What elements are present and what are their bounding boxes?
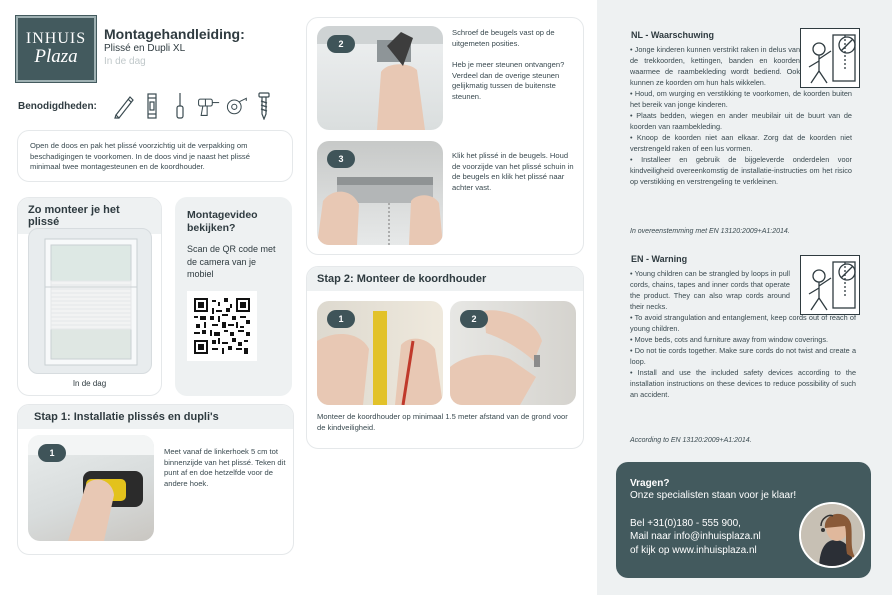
step2-photo-2 — [450, 301, 576, 405]
step1-text-3: Klik het plissé in de beugels. Houd de voorzijde van het plissé schuin in de beugels en klik het plissé naar achter vast. — [452, 151, 574, 192]
warning-nl-item: • Jonge kinderen kunnen verstrikt raken in delus van de trekkoorden, kettingen, banden en koorden waarmee de raambekleding wordt bediend. Ook kunnen ze koorden om hun hals wikkelen. — [630, 45, 800, 87]
contact-website[interactable]: of kijk op www.inhuisplaza.nl — [630, 544, 757, 556]
step2-text: Monteer de koordhouder op minimaal 1.5 meter afstand van de grond voor de kindveiligheid. — [317, 412, 568, 432]
step1-text-2b: Heb je meer steunen ontvangen? Verdeel dan de overige steunen gelijkmatig tussen de buitenste steunen. — [452, 60, 565, 101]
mount-variant: In de dag — [104, 56, 146, 67]
warning-en-title: EN - Warning — [631, 254, 688, 264]
step2-card — [306, 266, 584, 449]
warning-nl-item: • Plaats bedden, wiegen en ander meubilair uit de buurt van de koorden van raambekleding. — [630, 111, 852, 131]
step1-text-1: Meet vanaf de linkerhoek 5 cm tot binnenzijde van het plissé. Teken dit punt af en doe hetzelfde voor de andere hoek. — [164, 447, 286, 488]
logo-line-2: Plaza — [34, 46, 78, 67]
step1-title: Stap 1: Installatie plissés en dupli's — [18, 405, 293, 429]
warning-nl-footer: In overeenstemming met EN 13120:2009+A1:2014. — [630, 228, 790, 235]
step2-badge-2: 2 — [460, 310, 488, 328]
drill-icon — [196, 92, 220, 120]
how-to-title: Zo monteer je het plissé — [18, 198, 161, 234]
level-icon — [140, 92, 164, 120]
step1-card — [17, 404, 294, 555]
step1-photo-3 — [317, 141, 443, 245]
contact-subtitle: Onze specialisten staan voor je klaar! — [630, 490, 797, 501]
video-card — [175, 197, 292, 396]
warning-en-item: • Move beds, cots and furniture away from window coverings. — [630, 335, 829, 344]
contact-card — [616, 462, 871, 578]
warning-nl-item: • Installeer en gebruik de bijgeleverde onderdelen voor kindveiligheid overeenkomstig de installatie-instructies om het risico op verstikking en verstrengeling te verkleinen. — [630, 155, 852, 186]
warning-en-item: • Install and use the included safety devices according to the installation instructions on these devices to reduce possibility of such an accident. — [630, 368, 856, 399]
screwdriver-icon — [168, 92, 192, 120]
warning-en-item: • To avoid strangulation and entanglement, keep cords out of reach of young children. — [630, 313, 856, 333]
contact-phone[interactable]: Bel +31(0)180 - 555 900, — [630, 517, 741, 529]
product-subtitle: Plissé en Dupli XL — [104, 43, 186, 54]
contact-email[interactable]: Mail naar info@inhuisplaza.nl — [630, 531, 761, 542]
warning-en-footer: According to EN 13120:2009+A1:2014. — [630, 437, 752, 444]
warning-nl-item: • Houd, om wurging en verstikking te voorkomen, de koorden buiten het bereik van jonge kinderen. — [630, 89, 852, 109]
step1-badge-2: 2 — [327, 35, 355, 53]
how-to-caption: In de dag — [72, 379, 107, 388]
step2-photo-1 — [317, 301, 443, 405]
screw-icon — [252, 92, 276, 120]
logo-line-1: INHUIS — [25, 30, 87, 47]
step1-badge-3: 3 — [327, 150, 355, 168]
brand-logo — [16, 16, 96, 82]
step1-text-2: Schroef de beugels vast op de uitgemeten posities. — [452, 28, 555, 48]
qr-code[interactable] — [187, 291, 257, 361]
pencil-icon — [112, 92, 136, 120]
step2-title: Stap 2: Monteer de koordhouder — [307, 267, 583, 291]
warning-en-item: • Do not tie cords together. Make sure cords do not twist and create a loop. — [630, 346, 856, 366]
step2-badge-1: 1 — [327, 310, 355, 328]
contact-question: Vragen? — [630, 478, 670, 489]
page-title: Montagehandleiding: — [104, 26, 245, 42]
warning-nl-title: NL - Waarschuwing — [631, 30, 715, 40]
video-title: Montagevideo bekijken? — [187, 209, 258, 234]
tools-label: Benodigdheden: — [18, 101, 97, 112]
intro-text: Open de doos en pak het plissé voorzichtig uit de verpakking om beschadigingen te voorkomen. In de doos vind je naast het plissé minimaal twee montagesteunen en de koordhouder. — [17, 130, 293, 182]
step1-continued-card — [306, 17, 584, 255]
step1-badge-1: 1 — [38, 444, 66, 462]
warning-en-item: • Young children can be strangled by loops in pull cords, chains, tapes and inner cords that operate the product. They can also wrap cords around their necks. — [630, 269, 790, 311]
specialist-avatar — [799, 502, 865, 568]
warning-en-list — [630, 268, 856, 400]
step1-photo-2 — [317, 26, 443, 130]
window-illustration — [28, 228, 152, 374]
how-to-card — [17, 197, 162, 396]
warning-nl-list — [630, 44, 852, 187]
tape-measure-icon — [224, 92, 248, 120]
warning-nl-item: • Knoop de koorden niet aan elkaar. Zorg dat de koorden niet verstrengeld raken of een lus vormen. — [630, 133, 852, 153]
tools-row — [112, 92, 276, 120]
video-text: Scan de QR code met de camera van je mobiel — [187, 244, 276, 279]
step1-photo-1 — [28, 435, 154, 541]
